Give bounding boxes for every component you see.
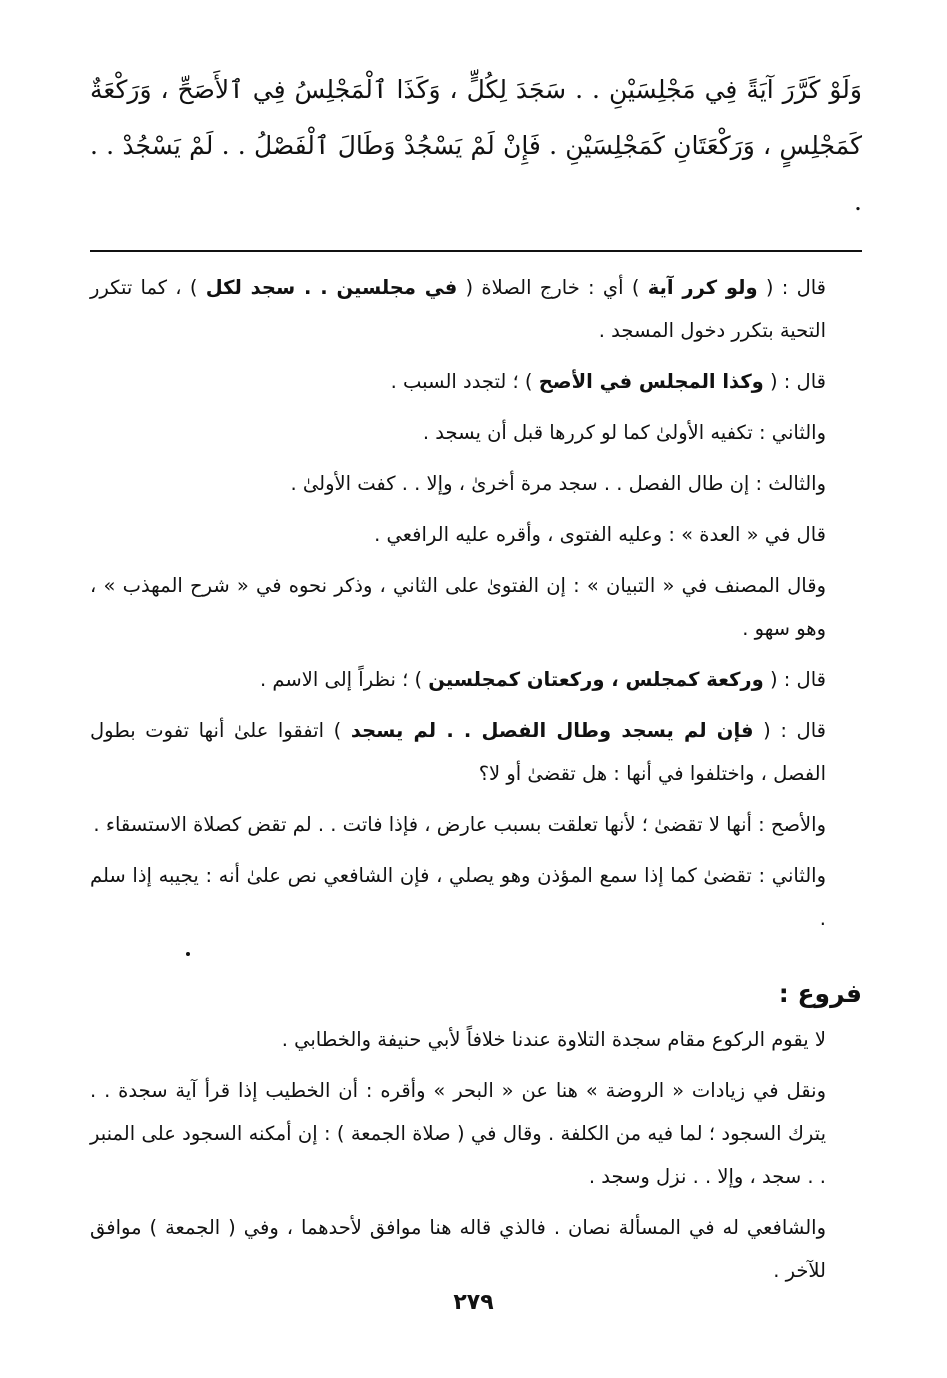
- text-span: قال : (: [753, 719, 826, 742]
- commentary-paragraph: لا يقوم الركوع مقام سجدة التلاوة عندنا خلافاً لأبي حنيفة والخطابي .: [281, 1028, 826, 1051]
- commentary-paragraph: قال في « العدة » : وعليه الفتوى ، وأقره عليه الرافعي .: [374, 523, 826, 546]
- commentary-paragraph: والشافعي له في المسألة نصان . فالذي قاله هنا موافق لأحدهما ، وفي ( الجمعة ) موافق للآخر .: [90, 1216, 826, 1282]
- commentary-paragraph: والثاني : تكفيه الأولىٰ كما لو كررها قبل أن يسجد .: [422, 421, 826, 444]
- main-text-line: وَلَوْ كَرَّرَ آيَةً فِي مَجْلِسَيْنِ . . سَجَدَ لِكُلٍّ ، وَكَذَا ٱلْمَجْلِسُ فِي ٱلأَصَحِّ ، وَرَكْعَةٌ: [90, 75, 862, 104]
- commentary-paragraph: وقال المصنف في « التبيان » : إن الفتوىٰ على الثاني ، وذكر نحوه في « شرح المهذب » ، وهو سهو .: [90, 574, 826, 640]
- commentary-paragraph: [90, 709, 862, 795]
- quoted-matn: فإن لم يسجد وطال الفصل . . لم يسجد: [350, 719, 754, 742]
- text-span: ) أي : خارج الصلاة (: [457, 276, 648, 299]
- page-number: ٢٧٩: [453, 1290, 494, 1315]
- commentary-paragraph: والثاني : تقضىٰ كما إذا سمع المؤذن وهو يصلي ، فإن الشافعي نص علىٰ أنه : يجيبه إذا سلم .: [90, 864, 826, 930]
- quoted-matn: وكذا المجلس في الأصح: [538, 370, 764, 393]
- text-span: قال : (: [763, 370, 826, 393]
- section-heading: فروع :: [778, 979, 862, 1008]
- text-span: قال : (: [757, 276, 826, 299]
- main-text: [90, 62, 862, 230]
- stray-dot: [186, 952, 190, 956]
- quoted-matn: وركعة كمجلس ، وركعتان كمجلسين: [428, 668, 764, 691]
- separator-rule: [90, 250, 862, 252]
- text-span: ) ؛ لتجدد السبب .: [390, 370, 539, 393]
- text-span: ) ؛ نظراً إلى الاسم .: [260, 668, 429, 691]
- commentary-paragraph: [90, 360, 862, 403]
- commentary-paragraph: [90, 266, 862, 352]
- commentary-paragraph: ونقل في زيادات « الروضة » هنا عن « البحر » وأقره : أن الخطيب إذا قرأ آية سجدة . . يترك السجود ؛ لما فيه من الكلفة . وقال في ( صلاة الجمعة ) : إن أمكنه السجود على المنبر . . سجد ، وإلا . . نزل وسجد .: [90, 1079, 826, 1188]
- quoted-matn: في مجلسين . . سجد لكل: [205, 276, 458, 299]
- commentary-paragraph: [90, 658, 862, 701]
- text-span: ) اتفقوا علىٰ أنها تفوت بطول الفصل ، واختلفوا في أنها : هل تقضىٰ أو لا؟: [90, 719, 826, 785]
- text-span: ) ، كما تتكرر التحية بتكرر دخول المسجد .: [90, 276, 826, 342]
- page-body: [90, 62, 862, 1300]
- commentary-paragraph: والثالث : إن طال الفصل . . سجد مرة أخرىٰ ، وإلا . . كفت الأولىٰ .: [290, 472, 826, 495]
- commentary-paragraph: والأصح : أنها لا تقضىٰ ؛ لأنها تعلقت بسبب عارض ، فإذا فاتت . . لم تقض كصلاة الاستسقاء .: [93, 813, 826, 836]
- commentary: [90, 266, 862, 1292]
- main-text-line: كَمَجْلِسٍ ، وَرَكْعَتَانِ كَمَجْلِسَيْنِ . فَإِنْ لَمْ يَسْجُدْ وَطَالَ ٱلْفَصْلُ . . لَمْ يَسْجُدْ . . .: [90, 131, 862, 216]
- text-span: قال : (: [763, 668, 826, 691]
- quoted-matn: ولو كرر آية: [647, 276, 758, 299]
